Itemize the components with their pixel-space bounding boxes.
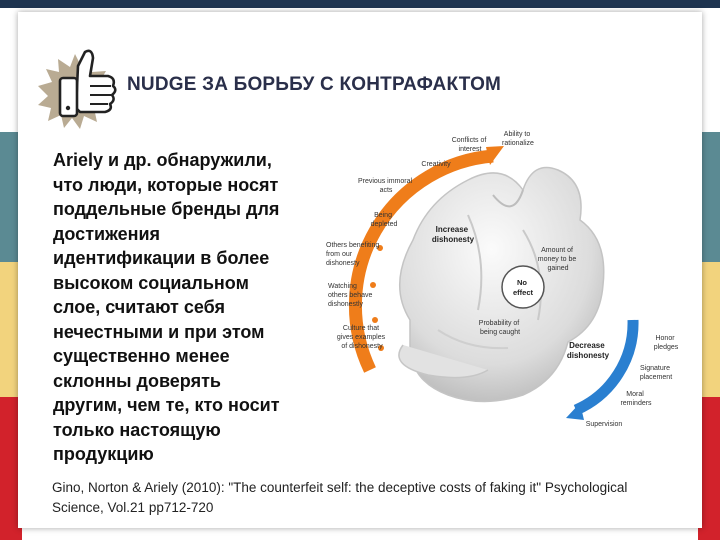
body-line: слое, считают себя [53,297,226,317]
crossed-fingers-image [399,168,604,402]
factor-creativity: Creativity [421,161,451,168]
factor-supervision: Supervision [585,421,623,428]
body-line: склонны доверять [53,370,221,391]
dishonesty-diagram [318,120,690,440]
decrease-dishonesty-label: Decrease dishonesty [566,341,610,360]
body-line: достижения [53,223,161,244]
body-line: что люди, которые носят [53,174,279,195]
factor-watching-others: Watching others behave dishonestly [328,283,373,308]
citation-line: Science, Vol.21 pp712-720 [52,500,214,515]
factor-previous-immoral-acts: Previous immoral acts [357,178,413,194]
body-line: идентификации в более [53,248,270,268]
citation [52,478,692,518]
top-band [0,0,720,8]
body-line: другим, чем те, кто носит [53,395,280,415]
body-line: Ariely и др. обнаружили, [53,150,272,170]
body-line: только настоящую [53,419,221,440]
factor-signature-placement: Signature placement [639,365,673,381]
factor-probability-caught: Probability of being caught [478,320,521,336]
no-effect-circle [502,266,544,308]
body-line: поддельные бренды для [53,199,280,219]
factor-others-benefiting: Others benefiting from our dishonesty [326,242,380,267]
decrease-arc [576,320,633,410]
no-effect-label: No effect [512,278,534,297]
body-line: нечестными и при этом [53,321,265,342]
factor-conflicts-of-interest: Conflicts of interest [451,137,487,153]
factor-culture: Culture that gives examples of dishonesty [336,325,386,350]
body-line: продукцию [53,444,154,464]
factor-being-depleted: Being depleted [370,212,398,228]
factor-moral-reminders: Moral reminders [620,391,652,407]
body-line: существенно менее [53,346,230,366]
body-line: высоком социальном [53,272,249,293]
slide-title: NUDGE ЗА БОРЬБУ С КОНТРАФАКТОМ [127,74,502,95]
factor-amount-of-money: Amount of money to be gained [537,247,577,272]
increase-dishonesty-label: Increase dishonesty [431,225,475,244]
factor-honor-pledges: Honor pledges [653,335,679,351]
body-text [53,148,318,467]
factor-ability-to-rationalize: Ability to rationalize [502,131,534,147]
thumbs-up-icon [30,40,125,135]
citation-line: Gino, Norton & Ariely (2010): "The counterfeit self: the deceptive costs of faking it" Psychological [52,480,628,495]
